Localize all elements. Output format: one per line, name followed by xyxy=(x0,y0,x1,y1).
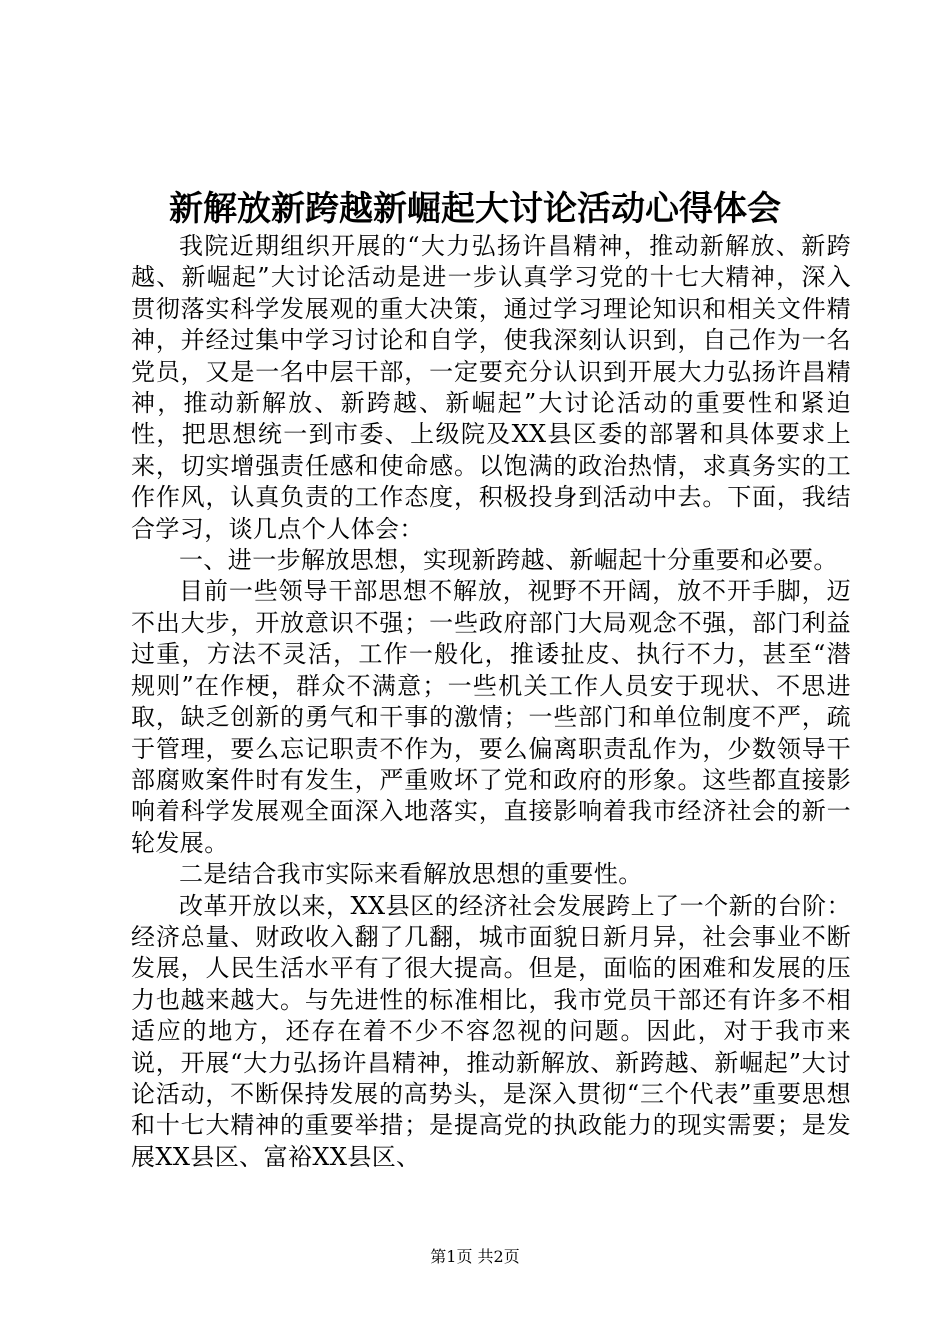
document-title: 新解放新跨越新崛起大讨论活动心得体会 xyxy=(169,189,781,229)
paragraph-heading-one: 一、进一步解放思想，实现新跨越、新崛起十分重要和必要。 xyxy=(179,546,838,575)
paragraph-reform: 改革开放以来，XX县区的经济社会发展跨上了一个新的台阶：经济总量、财政收入翻了几翻，城市面貌日新月异，社会事业不断发展，人民生活水平有了很大提高。但是，面临的困难和发展的压力也越来越大。与先进性的标准相比，我市党员干部还有许多不相适应的地方，还存在着不少不容忽视的问题。因此，对于我市来说，开展“大力弘扬许昌精神，推动新解放、新跨越、新崛起”大讨论活动，不断保持发展的高势头，是深入贯彻“三个代表”重要思想和十七大精神的重要举措；是提高党的执政能力的现实需要；是发展XX县区、富裕XX县区、 xyxy=(131,891,851,1171)
paragraph-problems: 目前一些领导干部思想不解放，视野不开阔，放不开手脚，迈不出大步，开放意识不强；一些政府部门大局观念不强，部门利益过重，方法不灵活，工作一般化，推诿扯皮、执行不力，甚至“潜规则”在作梗，群众不满意；一些机关工作人员安于现状、不思进取，缺乏创新的勇气和干事的激情；一些部门和单位制度不严，疏于管理，要么忘记职责不作为，要么偏离职责乱作为，少数领导干部腐败案件时有发生，严重败坏了党和政府的形象。这些都直接影响着科学发展观全面深入地落实，直接影响着我市经济社会的新一轮发展。 xyxy=(131,577,851,857)
document-body xyxy=(131,231,851,1173)
page-number-footer: 第1页 共2页 xyxy=(430,1247,520,1266)
paragraph-intro: 我院近期组织开展的“大力弘扬许昌精神，推动新解放、新跨越、新崛起”大讨论活动是进一步认真学习党的十七大精神，深入贯彻落实科学发展观的重大决策，通过学习理论知识和相关文件精神，并经过集中学习讨论和自学，使我深刻认识到，自己作为一名党员，又是一名中层干部，一定要充分认识到开展大力弘扬许昌精神，推动新解放、新跨越、新崛起”大讨论活动的重要性和紧迫性，把思想统一到市委、上级院及XX县区委的部署和具体要求上来，切实增强责任感和使命感。以饱满的政治热情，求真务实的工作作风，认真负责的工作态度，积极投身到活动中去。下面，我结合学习，谈几点个人体会： xyxy=(131,232,851,543)
paragraph-heading-two: 二是结合我市实际来看解放思想的重要性。 xyxy=(179,860,643,889)
